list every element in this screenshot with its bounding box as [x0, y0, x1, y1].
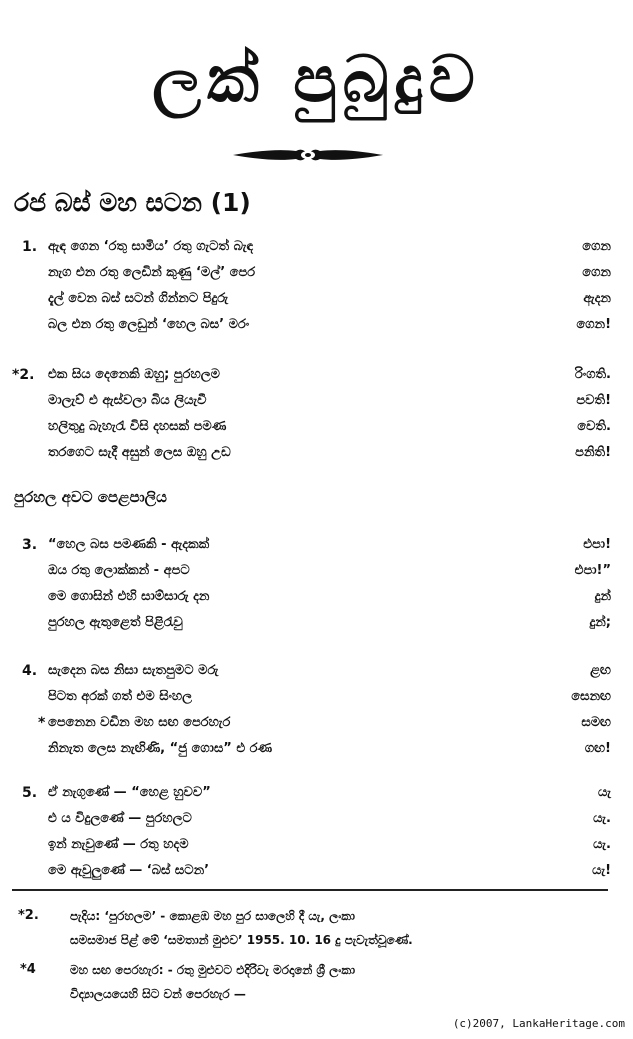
footnote-text: මහ සඟ පෙරහැර: - රතු මුළුවට එදිරිවැ මරදානේ ශ්‍රී ලංකා [70, 963, 356, 977]
verse-line-end: යැ! [592, 863, 611, 878]
verse-line: පෙනෙන වඩින මහ සඟ පෙරහැර [48, 715, 231, 730]
verse-line-end: ගෙන! [576, 317, 611, 332]
ornament-divider [233, 143, 383, 167]
footnote-marker: *2. [18, 908, 39, 923]
verse-line: “හෙල බස පමණකි - ඇදකක් [48, 537, 210, 552]
copyright-notice: (c)2007, LankaHeritage.com [452, 1017, 625, 1030]
stanza-number: 4. [22, 663, 38, 679]
page-title: ලක් පුබුදුව [152, 43, 481, 117]
verse-line: ඇඳ ගෙන ‘රතු සාමිය’ රතු ගැටත් බැඳ [48, 239, 254, 254]
verse-line: ඒ නැගුණේ — “හෙළ හුවව” [48, 785, 211, 800]
verse-line-end: එපා! [583, 537, 611, 552]
verse-line: නැග එන රතු ලෙඩින් කුණු ‘මල්’ පෙර [48, 265, 256, 280]
verse-line: සැදෙන බස නිසා සැතපුමට මරු [48, 663, 219, 678]
verse-line: මෙ ඇවුලුණේ — ‘බස් සටන’ [48, 863, 210, 878]
stanza-number: 5. [22, 785, 38, 801]
footnote-text: විද්‍යාලයයෙහි සිට වන් පෙරහැර — [70, 987, 246, 1001]
verse-line-end: වෙති. [577, 419, 611, 434]
verse-line: හලිතුදු බැහැරැ විසි දහසක් පමණ [48, 419, 227, 434]
stanza-number: *2. [12, 367, 35, 383]
sub-heading: පුරහල අවට පෙළපාලිය [14, 488, 167, 506]
verse-line: පුරහල ඇතුළෙත් පිළිරැවු [48, 615, 183, 630]
verse-line-end: ළඟ [590, 663, 611, 678]
footnote-text: සමසමාජ පිළ් මේ ‘සමතාන් මුළුව’ 1955. 10. 16 දු පැවැත්වූණේ. [70, 933, 413, 947]
verse-line-end: යැ. [593, 811, 611, 826]
stanza-number: 3. [22, 537, 38, 553]
verse-line-end: සෙනඟ [571, 689, 611, 704]
verse-line: ඉන් නැවුණේ — රතු හදම [48, 837, 189, 852]
verse-line: නිනැත ලෙස නැඟිණි, “ජු ගොස” එ රණ [48, 741, 273, 756]
verse-line: බල එන රතු ලෙඩුන් ‘හෙල බස’ මරං [48, 317, 250, 332]
stanza-number: 1. [22, 239, 38, 255]
footnote-text: පැදිය: ‘පුරහලම’ - කොළඹ මහ පුර සාලෙහි දී යැ, ලංකා [70, 909, 355, 923]
verse-line-end: එපා!” [574, 563, 611, 578]
verse-line-end: ගෙන [582, 239, 611, 254]
verse-line-end: සමඟ [581, 715, 611, 730]
verse-line-end: රිංගති. [575, 367, 611, 382]
verse-line: දැල් වෙන බස් සටන් ගින්නට පිදුරු [48, 291, 229, 306]
verse-line-end: යැ. [593, 837, 611, 852]
verse-line: තරගෙට සැදී අසුන් ලෙස ඔහු උඩ [48, 445, 231, 460]
verse-line: එ ය විදුලණේ — පුරහලට [48, 811, 192, 826]
verse-line-end: ගෙන [582, 265, 611, 280]
verse-line-end: දුන්; [589, 615, 611, 630]
verse-line-end: පවති! [576, 393, 611, 408]
verse-line-end: පනිති! [575, 445, 611, 460]
verse-line: ඔය රතු ලොක්කන් - අපට [48, 563, 190, 578]
verse-line-end: යැ [598, 785, 611, 800]
section-heading: රජ බස් මහ සටන (1) [14, 188, 251, 217]
verse-line: පිටත අරක් ගත් එම සිංහල [48, 689, 193, 704]
footnote-marker: * [38, 715, 46, 731]
footnote-marker: *4 [20, 962, 36, 977]
verse-line-end: ඇදන [583, 291, 611, 306]
verse-line: එක සිය දෙනෙකි ඔහු; පුරහලම [48, 367, 220, 382]
verse-line-end: දුන් [594, 589, 611, 604]
verse-line: මාලැව් එ ඇස්වලා බිය ලියැවී [48, 393, 207, 408]
footnote-divider [12, 889, 608, 891]
verse-line: මෙ ගොසින් එහි සාම්සාරු දන [48, 589, 210, 604]
verse-line-end: ගඟ! [584, 741, 611, 756]
